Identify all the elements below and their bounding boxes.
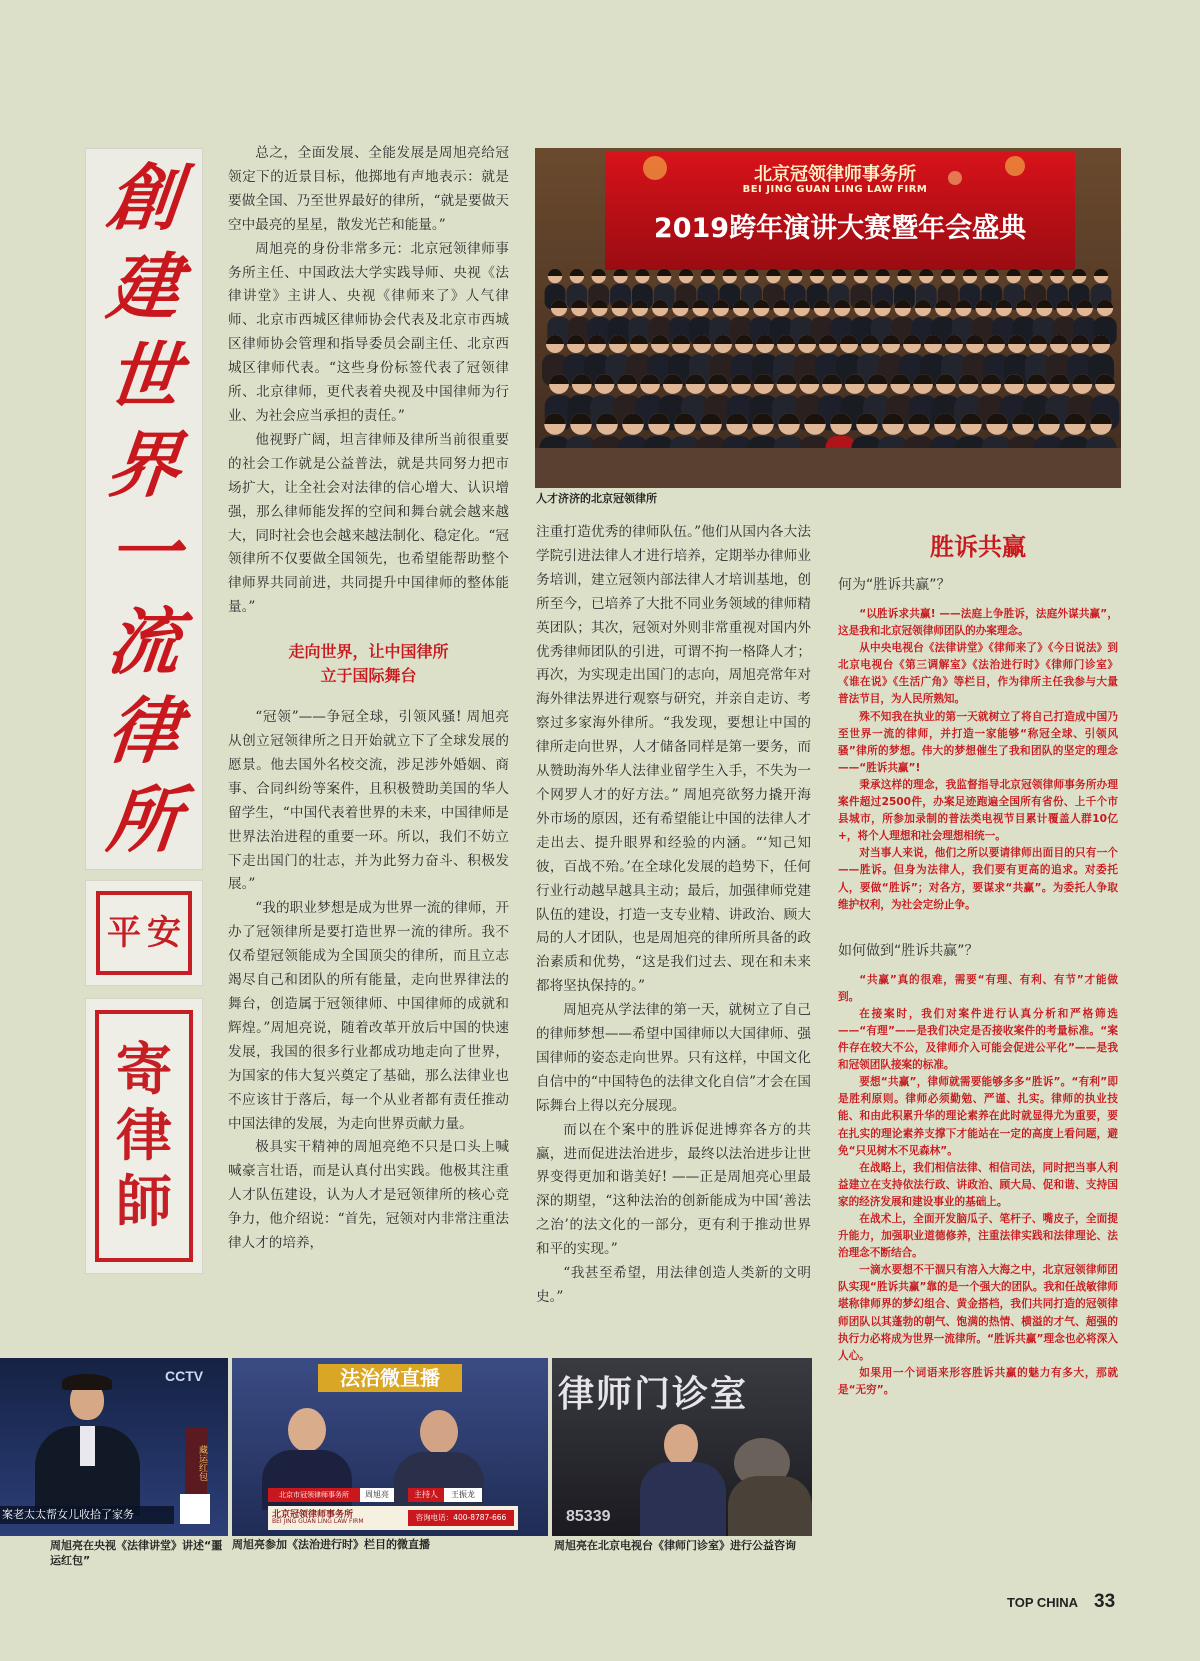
- seal-stamp-1: [85, 880, 203, 986]
- tv-still-3: [552, 1358, 812, 1536]
- name-strap-1-firm: 北京市冠领律师事务所: [279, 1491, 349, 1499]
- sidebar-answer-1: [838, 606, 1118, 914]
- presenter-shirt: [80, 1426, 95, 1466]
- title-char-1: 創: [103, 155, 185, 241]
- sidebar-q2_paras-para-5: 在战术上，全面开发脑瓜子、笔杆子、嘴皮子，全面提升能力，加强职业道德修养，注重法律实践和法律理论、法治理念不断结合。: [838, 1213, 1118, 1260]
- sidebar-q2_paras-para-4: 在战略上，我们相信法律、相信司法，同时把当事人利益建立在支持依法行政、讲政治、顾大局、促和谐、支持国家的经济发展和建设事业的基础上。: [838, 1161, 1118, 1208]
- calligraphy-title: [85, 148, 203, 870]
- seal1-char-2: 安: [147, 913, 181, 953]
- col1-para-3: 他视野广阔，坦言律师及律所当前很重要的社会工作就是公益普法，就是共同努力把市场扩大，让全社会对法律的信心增大、认识增强，那么律师能发挥的空间和舞台就会越来越大，同时社会也会越来越法制化、稳定化。“冠领律所不仅要做全国领先，也希望能帮助整个律师界共同前进，共同提升中国律师的整体能量。”: [228, 431, 509, 616]
- lawyer-suit: [640, 1462, 726, 1536]
- hotline-strap: 咨询电话：400-8787-666: [408, 1510, 514, 1526]
- title-char-8: 所: [103, 776, 185, 862]
- photo-banner-event: 2019跨年演讲大赛暨年会盛典: [653, 213, 1027, 244]
- tv-still-2: [232, 1358, 548, 1536]
- lawyer-head: [664, 1424, 698, 1466]
- sidebar-question-1: 何为“胜诉共赢”？: [838, 577, 951, 593]
- subheading-line-1: 走向世界，让中国律所: [288, 642, 449, 662]
- sidebar-q2_paras-para-2: 在接案时，我们对案件进行认真分析和严格筛选——“有理”——是我们决定是否接收案件的考量标准。“案件存在较大不公，及律师介入可能会促进公平化”——是我和冠领团队接案的标准。: [838, 1007, 1118, 1072]
- seal2-char-3: 師: [116, 1169, 172, 1235]
- cctv-logo: CCTV: [165, 1368, 204, 1384]
- sidebar-q2_paras-para-7: 如果用一个词语来形容胜诉共赢的魅力有多大，那就是“无穷”。: [838, 1366, 1118, 1396]
- sidebar-q2_paras-para-6: 一滴水要想不干涸只有溶入大海之中，北京冠领律师团队实现“胜诉共赢”靠的是一个强大的团队。我和任战敏律师堪称律师界的梦幻组合、黄金搭档，我们共同打造的冠领律师团队以其蓬勃的朝气、饱满的热情、横溢的才气、超强的执行力必将成为世界一流律所。“胜诉共赢”理念也必将深入人心。: [838, 1264, 1118, 1362]
- name-strap-2-role: 主持人: [408, 1488, 444, 1502]
- col1-para-1: 总之，全面发展、全能发展是周旭亮给冠领定下的近景目标，他掷地有声地表示：就是要做全国、乃至世界最好的律所，“就是要做天空中最亮的星星，散发光芒和能量。”: [228, 145, 509, 233]
- seal2-char-2: 律: [116, 1103, 172, 1169]
- title-char-2: 建: [103, 244, 185, 330]
- col2-para-2: 周旭亮从学法律的第一天，就树立了自己的律师梦想——希望中国律师以大国律师、强国律师的姿态走向世界。只有这样，中国文化自信中的“中国特色的法律文化自信”才会在国际舞台上得以充分展现。: [536, 1002, 811, 1114]
- guest-2-suit: [394, 1452, 484, 1512]
- tv-caption-2: 周旭亮参加《法治进行时》栏目的微直播: [232, 1538, 430, 1551]
- presenter-hair: [62, 1374, 112, 1390]
- photo-caption: 人才济济的北京冠领律所: [536, 492, 657, 505]
- article-column-1: [228, 142, 509, 1256]
- sidebar-heading: 胜诉共赢: [930, 533, 1026, 561]
- sidebar-q1_paras-para-3: 殊不知我在执业的第一天就树立了将自己打造成中国乃至世界一流的律师，并打造一家能够“称冠全球、引领风骚”律所的梦想。伟大的梦想催生了我和团队的坚定的理念——“胜诉共赢”!: [838, 710, 1118, 774]
- show-title-logo: 律师门诊室: [558, 1374, 749, 1415]
- seal2-char-1: 寄: [116, 1037, 172, 1103]
- firm-strap: [268, 1506, 518, 1530]
- page-number: 33: [1094, 1591, 1116, 1612]
- sidebar-q2_paras-para-1: “共赢”真的很难，需要“有理、有利、有节”才能做到。: [838, 973, 1118, 1003]
- red-envelope-tag: 藏运红包: [185, 1428, 207, 1498]
- firm-strap-cn: 北京冠领律师事务所: [272, 1510, 354, 1520]
- tv-caption-3: 周旭亮在北京电视台《律师门诊室》进行公益咨询: [554, 1539, 796, 1552]
- col2-para-3: 而以在个案中的胜诉促进博弈各方的共赢，进而促进法治进步，最终以法治进步让世界变得更加和谐美好! ——正是周旭亮心里最深的期望，“这种法治的创新能成为中国‘善法之治’的法文化的一部分，更有利于推动世界和平的实现。”: [536, 1121, 811, 1258]
- qr-code: [180, 1494, 210, 1524]
- tv-caption-1: 周旭亮在央视《法律讲堂》讲述“噩运红包”: [50, 1539, 223, 1567]
- sidebar-q1_paras-para-4: 秉承这样的理念，我监督指导北京冠领律师事务所办理案件超过2500件，办案足迹跑遍全国所有省份、上千个市县城市，所参加录制的普法类电视节目累计覆盖人群10亿+，将个人理想和社会理想相统一。: [838, 778, 1118, 843]
- sidebar-q1_paras-para-1: “以胜诉求共赢! ——法庭上争胜诉，法庭外谋共赢”，这是我和北京冠领律师团队的办案理念。: [838, 608, 1118, 638]
- name-strap-2-name: 王振龙: [444, 1488, 482, 1502]
- subheading-line-2: 立于国际舞台: [320, 666, 417, 686]
- guest-1-head: [288, 1408, 326, 1452]
- title-char-7: 律: [103, 687, 185, 773]
- sidebar-question-2: 如何做到“胜诉共赢”？: [838, 942, 979, 959]
- article-column-2: [536, 521, 811, 1310]
- title-char-3: 世: [103, 332, 185, 418]
- firm-strap-en: BEI JING GUAN LING LAW FIRM: [272, 1518, 364, 1525]
- col1-para-4: “冠领”——争冠全球，引领风骚! 周旭亮从创立冠领律所之日开始就立下了全球发展的愿景。他去国外名校交流，涉足涉外婚姻、商事、合同纠纷等案件，且积极赞助美国的华人留学生，“中国代表着世界的未来，中国律师是世界法治进程的重要一环。所以，我们不妨立下走出国门的壮志，并为此努力奋斗、积极发展。”: [228, 709, 509, 893]
- name-strap-1: [268, 1488, 360, 1502]
- title-char-6: 流: [103, 599, 185, 685]
- col1-para-5: “我的职业梦想是成为世界一流的律师，开办了冠领律所是要打造世界一流的律所。我不仅希望冠领能成为全国顶尖的律所，而且立志竭尽自己和团队的所有能量，走向世界律法的舞台，创造属于冠领律师、中国律师的成就和辉煌。”周旭亮说，随着改革开放后中国的快速发展，我国的很多行业都成功地走向了世界，为国家的伟大复兴奠定了基础，那么法律业也不应该甘于落后，每一个从业者都有责任推动中国法律的发展，为走向世界贡献力量。: [228, 900, 509, 1132]
- col2-para-1: 注重打造优秀的律师队伍。”他们从国内各大法学院引进法律人才进行培养，定期举办律师业务培训，建立冠领内部法律人才培训基地，创所至今，已培养了大批不同业务领域的律师精英团队；其次，冠领对外则非常重视对国内外优秀律师团队的引进，可谓不拘一格降人才；再次，为实现走出国门的志向，周旭亮常年对海外律法界进行观察与研究，并亲自走访、考察过多家海外律所。“我发现，要想让中国的律所走向世界，人才储备同样是第一要务，而从赞助海外华人法律业留学生入手，不失为一个网罗人才的好方法。” 周旭亮欲努力撬开海外市场的原因，还有希望能让中国的法律人才走出去、提升眼界和经验的内涵。“‘知己知彼，百战不殆。’在全球化发展的趋势下，任何行业行动越早越具主动；最后，加强律师党建队伍的建设，打造一支专业精、讲政治、顾大局的人才团队，也是周旭亮的律所所具备的政治素质和优势，“这是我们过去、现在和未来都将坚执保持的。”: [536, 524, 811, 995]
- sidebar-q1_paras-para-2: 从中央电视台《法律讲堂》《律师来了》《今日说法》到北京电视台《第三调解室》《法治进行时》《律师门诊室》《谁在说》《生活广角》等栏目，作为律所主任我参与大量普法节目，为人民所熟知。: [838, 642, 1118, 706]
- sidebar-box: [838, 527, 1118, 1399]
- sidebar-answer-2: [838, 972, 1118, 1399]
- seal1-char-1: 平: [107, 913, 141, 953]
- sidebar-q1_paras-para-5: 对当事人来说，他们之所以要请律师出面目的只有一个——胜诉。但身为法律人，我们要有更高的追求。对委托人，要做“胜诉”；对各方，要谋求“共赢”。为委托人争取维护权利，为社会定纷止争。: [838, 847, 1118, 911]
- group-photo: [535, 148, 1121, 488]
- sidebar-q2_paras-para-3: 要想“共赢”，律师就需要能够多多“胜诉”。“有利”即是胜利原则。律师必须勤勉、严谨、扎实。律师的执业技能、和由此积累升华的理论素养在此时就显得尤为重要，要在扎实的理论素养支撑下才能站在一定的高度上看问题，避免“只见树木不见森林”。: [838, 1076, 1118, 1157]
- hotline-number: 85339: [566, 1508, 611, 1525]
- col1-para-2: 周旭亮的身份非常多元：北京冠领律师事务所主任、中国政法大学实践导师、央视《法律讲堂》主讲人、央视《律师来了》人气律师、北京市西城区律师协会代表及北京市西城区律师协会管理和指导委员会副主任、北京西城区律师代表。“这些身份标签代表了冠领律所、北京律师，更代表着央视及中国律师为行业、为社会应当承担的责任。”: [228, 240, 509, 424]
- seal-stamp-2: [85, 998, 203, 1274]
- magazine-brand: TOP CHINA: [1007, 1595, 1079, 1610]
- tv-ticker-1: 案老太太帮女儿收拾了家务: [0, 1506, 174, 1524]
- photo-banner-firm-en: BEI JING GUAN LING LAW FIRM: [742, 184, 928, 195]
- col2-para-4: “我甚至希望，用法律创造人类新的文明史。”: [536, 1265, 811, 1305]
- name-strap-1-name: 周旭亮: [360, 1488, 394, 1502]
- title-char-4: 界: [103, 421, 185, 507]
- group-photo-graphic: [535, 148, 1121, 488]
- guest-2-head: [420, 1410, 458, 1454]
- client-body: [728, 1476, 812, 1536]
- photo-banner-firm: 北京冠领律师事务所: [754, 164, 916, 185]
- title-char-5: 一: [103, 510, 185, 596]
- section-subheading: [228, 640, 509, 688]
- tv-still-1: [0, 1358, 228, 1536]
- col1-para-6: 极具实干精神的周旭亮绝不只是口头上喊喊豪言壮语，而是认真付出实践。他极其注重人才队伍建设，认为人才是冠领律所的核心竞争力，他介绍说：“首先，冠领对内非常注重法律人才的培养，: [228, 1139, 509, 1252]
- live-banner: 法治微直播: [318, 1364, 462, 1392]
